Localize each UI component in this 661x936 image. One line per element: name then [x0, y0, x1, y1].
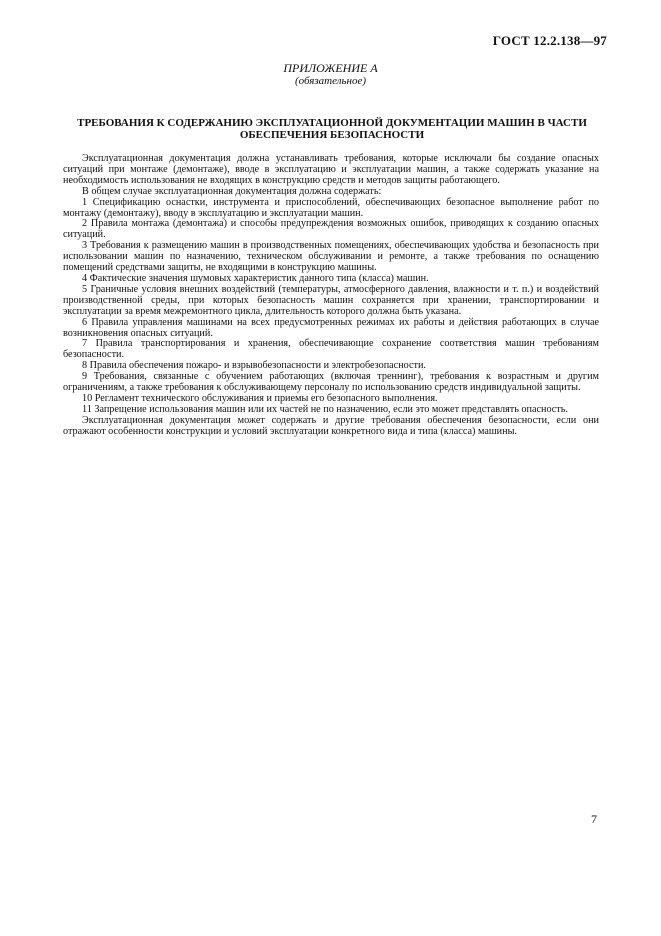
standard-header: ГОСТ 12.2.138—97 [492, 33, 607, 48]
list-item-10: 10 Регламент технического обслуживания и приемы его безопасного выполнения. [82, 392, 438, 404]
list-item-2: 2 Правила монтажа (демонтажа) и способы предупреждения возможных ошибок, приводящих к созданию опасных ситуаций. [63, 218, 599, 241]
section-title: ТРЕБОВАНИЯ К СОДЕРЖАНИЮ ЭКСПЛУАТАЦИОННОЙ ДОКУМЕНТАЦИИ МАШИН В ЧАСТИ ОБЕСПЕЧЕНИЯ БЕЗОПАСНОСТИ [77, 117, 587, 141]
list-item-1: 1 Спецификацию оснастки, инструмента и приспособлений, обеспечивающих безопасное выполнение работ по монтажу (демонтажу), вводу в эксплуатацию и эксплуатации машин. [63, 196, 599, 219]
list-item-8: 8 Правила обеспечения пожаро- и взрывобезопасности и электробезопасности. [82, 360, 426, 372]
list-item-7: 7 Правила транспортирования и хранения, обеспечивающие сохранение соответствия машин требованиям безопасности. [63, 338, 599, 361]
appendix-heading [0, 62, 661, 88]
appendix-label: ПРИЛОЖЕНИЕ А [283, 61, 378, 75]
list-item-6: 6 Правила управления машинами на всех предусмотренных режимах их работы и действия работающих в случае возникновения опасных ситуаций. [63, 316, 599, 339]
paragraph-closing: Эксплуатационная документация может содержать и другие требования обеспечения безопасности, если они отражают особенности конструкции и условий эксплуатации конкретного вида и типа (класса) машины. [63, 414, 599, 437]
list-item-4: 4 Фактические значения шумовых характеристик данного типа (класса) машин. [82, 272, 429, 284]
list-item-11: 11 Запрещение использования машин или их частей не по назначению, если это может представлять опасность. [82, 403, 568, 415]
paragraph-general: В общем случае эксплуатационная документация должна содержать: [82, 185, 382, 197]
paragraph-intro: Эксплуатационная документация должна устанавливать требования, которые исключали бы создание опасных ситуаций при монтаже (демонтаже), вводе в эксплуатацию и эксплуатации машин, а также содержать указание на необходимость использования не входящих в конструкцию средств и методов защиты работающего. [63, 153, 599, 186]
list-item-9: 9 Требования, связанные с обучением работающих (включая треннинг), требования к возрастным и другим ограничениям, а также требования к обслуживающему персоналу по использованию средств индивидуальной защиты. [63, 371, 599, 394]
body-text [63, 154, 599, 438]
list-item-3: 3 Требования к размещению машин в производственных помещениях, обеспечивающих удобства и безопасность при использовании машин по назначению, техническом обслуживании и ремонте, а также требования по оснащению помещений средствами защиты, не входящими в конструкцию машины. [63, 240, 599, 274]
appendix-status: (обязательное) [294, 75, 367, 87]
list-item-5: 5 Граничные условия внешних воздействий (температуры, атмосферного давления, влажности и т. п.) и воздействий производственной среды, при которых безопасность машин сохраняется при хранении, транспортировании и эксплуатации за время межремонтного цикла, длительность которого должна быть указана. [63, 283, 599, 317]
page-number: 7 [591, 812, 597, 826]
